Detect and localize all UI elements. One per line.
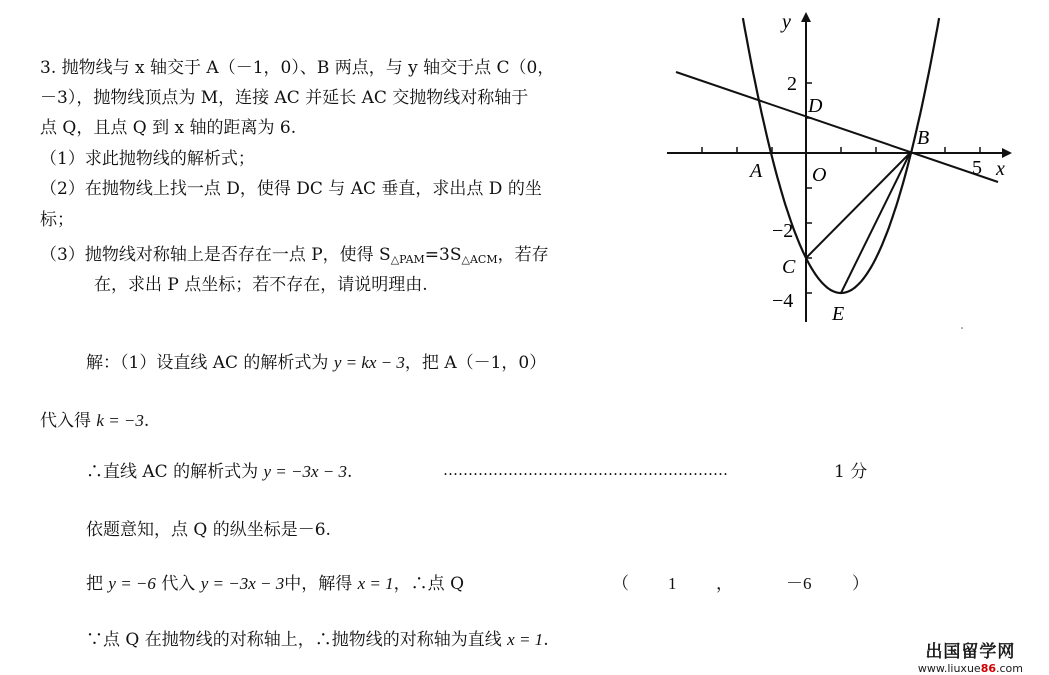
point-q-comma: ，: [716, 574, 733, 594]
problem-line-2: －3），抛物线顶点为 M，连接 AC 并延长 AC 交抛物线对称轴于: [40, 88, 529, 108]
stray-dot: [961, 327, 963, 329]
s5-text-2: 代入: [161, 574, 196, 594]
point-q-x: 1: [668, 574, 677, 593]
s1-text-post: ，把 A（－1，0）: [404, 353, 547, 373]
watermark-url-pre: www.liuxue: [917, 662, 981, 675]
site-watermark: [918, 637, 1023, 675]
q3-sub-pam: △PAM: [390, 253, 425, 266]
point-d-label: D: [808, 95, 823, 117]
solution-line-4: 依题意知，点 Q 的纵坐标是－6.: [86, 520, 331, 540]
tick-label-neg4: −4: [772, 290, 794, 312]
problem-line-3: 点 Q，且点 Q 到 x 轴的距离为 6.: [40, 118, 297, 138]
s5-equation-1: y = −6: [108, 574, 156, 593]
point-q-paren-open: （: [612, 574, 629, 594]
parabola-graph: [662, 10, 1012, 330]
s2-equation: k = −3: [96, 411, 144, 430]
point-q-paren-close: ）: [852, 574, 869, 594]
point-b-label: B: [917, 127, 930, 149]
s5-text-1: 把: [86, 574, 103, 594]
solution-line-3: [86, 461, 352, 483]
tick-label-5: 5: [972, 157, 982, 179]
q3-text-pre: （3）抛物线对称轴上是否存在一点 P，使得 S: [40, 245, 391, 265]
s2-period: .: [143, 411, 150, 431]
q3-text-mid: =3S: [424, 245, 462, 265]
s5-text-4: ，∴点 Q: [393, 574, 465, 594]
problem-line-1: 3. 抛物线与 x 轴交于 A（－1，0）、B 两点，与 y 轴交于点 C（0，: [40, 58, 555, 78]
line-db: [676, 72, 998, 182]
s6-period: .: [543, 630, 549, 650]
question-3-line-1: [40, 244, 549, 271]
point-q-y: －6: [786, 574, 812, 593]
s2-text: 代入得: [40, 411, 91, 431]
s5-equation-3: x = 1: [357, 574, 394, 593]
s1-text: 解：（1）设直线 AC 的解析式为: [86, 353, 329, 373]
tick-label-neg2: −2: [772, 220, 794, 242]
q3-text-post: ，若存: [497, 245, 549, 265]
question-1: （1）求此抛物线的解析式；: [40, 149, 255, 169]
score-leader-dots: …………………………………………………: [443, 461, 728, 479]
point-c-label: C: [782, 256, 796, 278]
s3-equation: y = −3x − 3: [263, 462, 348, 481]
question-2-line-1: （2）在抛物线上找一点 D，使得 DC 与 AC 垂直，求出点 D 的坐: [40, 179, 542, 199]
score-label: 1 分: [834, 462, 868, 482]
tick-label-2: 2: [787, 73, 797, 95]
s3-text: ∴直线 AC 的解析式为: [86, 462, 259, 482]
solution-line-2: [40, 410, 149, 432]
watermark-url-post: .com: [996, 662, 1023, 675]
solution-line-1: [86, 352, 546, 374]
solution-line-6: [86, 629, 549, 651]
watermark-cn: 出国留学网: [925, 642, 1016, 662]
watermark-url: [918, 662, 1023, 675]
segment-eb: [841, 153, 910, 293]
s6-text: ∵点 Q 在抛物线的对称轴上，∴抛物线的对称轴为直线: [86, 630, 502, 650]
q3-sub-acm: △ACM: [461, 253, 498, 266]
y-axis-label: y: [782, 11, 791, 33]
question-2-line-2: 标；: [40, 210, 74, 230]
x-axis-arrow: [1002, 148, 1012, 158]
x-axis-label: x: [996, 158, 1005, 180]
point-a-label: A: [750, 160, 763, 182]
s1-equation: y = kx − 3: [333, 353, 405, 372]
s5-equation-2: y = −3x − 3: [200, 574, 285, 593]
s5-text-3: 中，解得: [284, 574, 353, 594]
point-e-label: E: [832, 303, 845, 325]
watermark-url-num: 86: [980, 662, 996, 675]
s3-period: .: [347, 462, 353, 482]
s6-equation: x = 1: [507, 630, 544, 649]
solution-line-5: [86, 573, 464, 595]
question-3-line-2: 在，求出 P 点坐标；若不存在，请说明理由.: [94, 275, 428, 295]
origin-label: O: [812, 164, 827, 186]
y-axis-arrow: [801, 12, 811, 22]
